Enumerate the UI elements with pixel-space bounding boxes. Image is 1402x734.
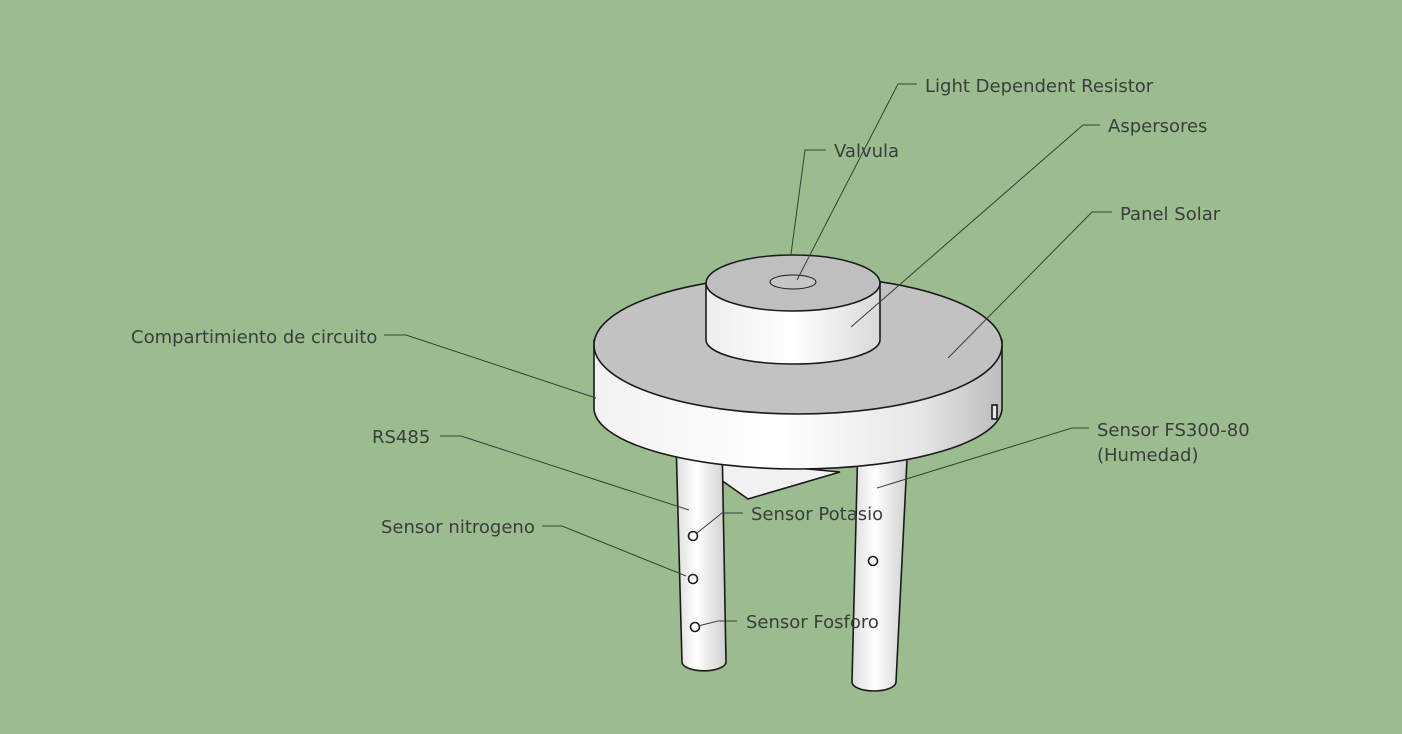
label-potasio: Sensor Potasio	[751, 504, 884, 525]
label-nitrogeno: Sensor nitrogeno	[381, 517, 535, 538]
right-leg	[852, 440, 908, 691]
label-rs485: RS485	[372, 427, 431, 448]
label-aspersores: Aspersores	[1108, 116, 1208, 137]
hole-potasio	[689, 532, 698, 541]
hole-fosforo	[691, 623, 700, 632]
label-compartimiento: Compartimiento de circuito	[131, 327, 378, 348]
label-valvula: Valvula	[834, 141, 900, 162]
label-fs300: Sensor FS300-80	[1097, 420, 1250, 441]
sprinkler-cap	[706, 255, 880, 364]
label-panel-solar: Panel Solar	[1120, 204, 1221, 225]
hole-nitrogeno	[689, 575, 698, 584]
label-fosforo: Sensor Fosforo	[746, 612, 879, 633]
ldr-sensor	[770, 275, 816, 289]
label-ldr: Light Dependent Resistor	[925, 76, 1154, 97]
hole-humedad	[869, 557, 878, 566]
label-humedad: (Humedad)	[1097, 445, 1199, 466]
left-leg	[676, 440, 726, 671]
